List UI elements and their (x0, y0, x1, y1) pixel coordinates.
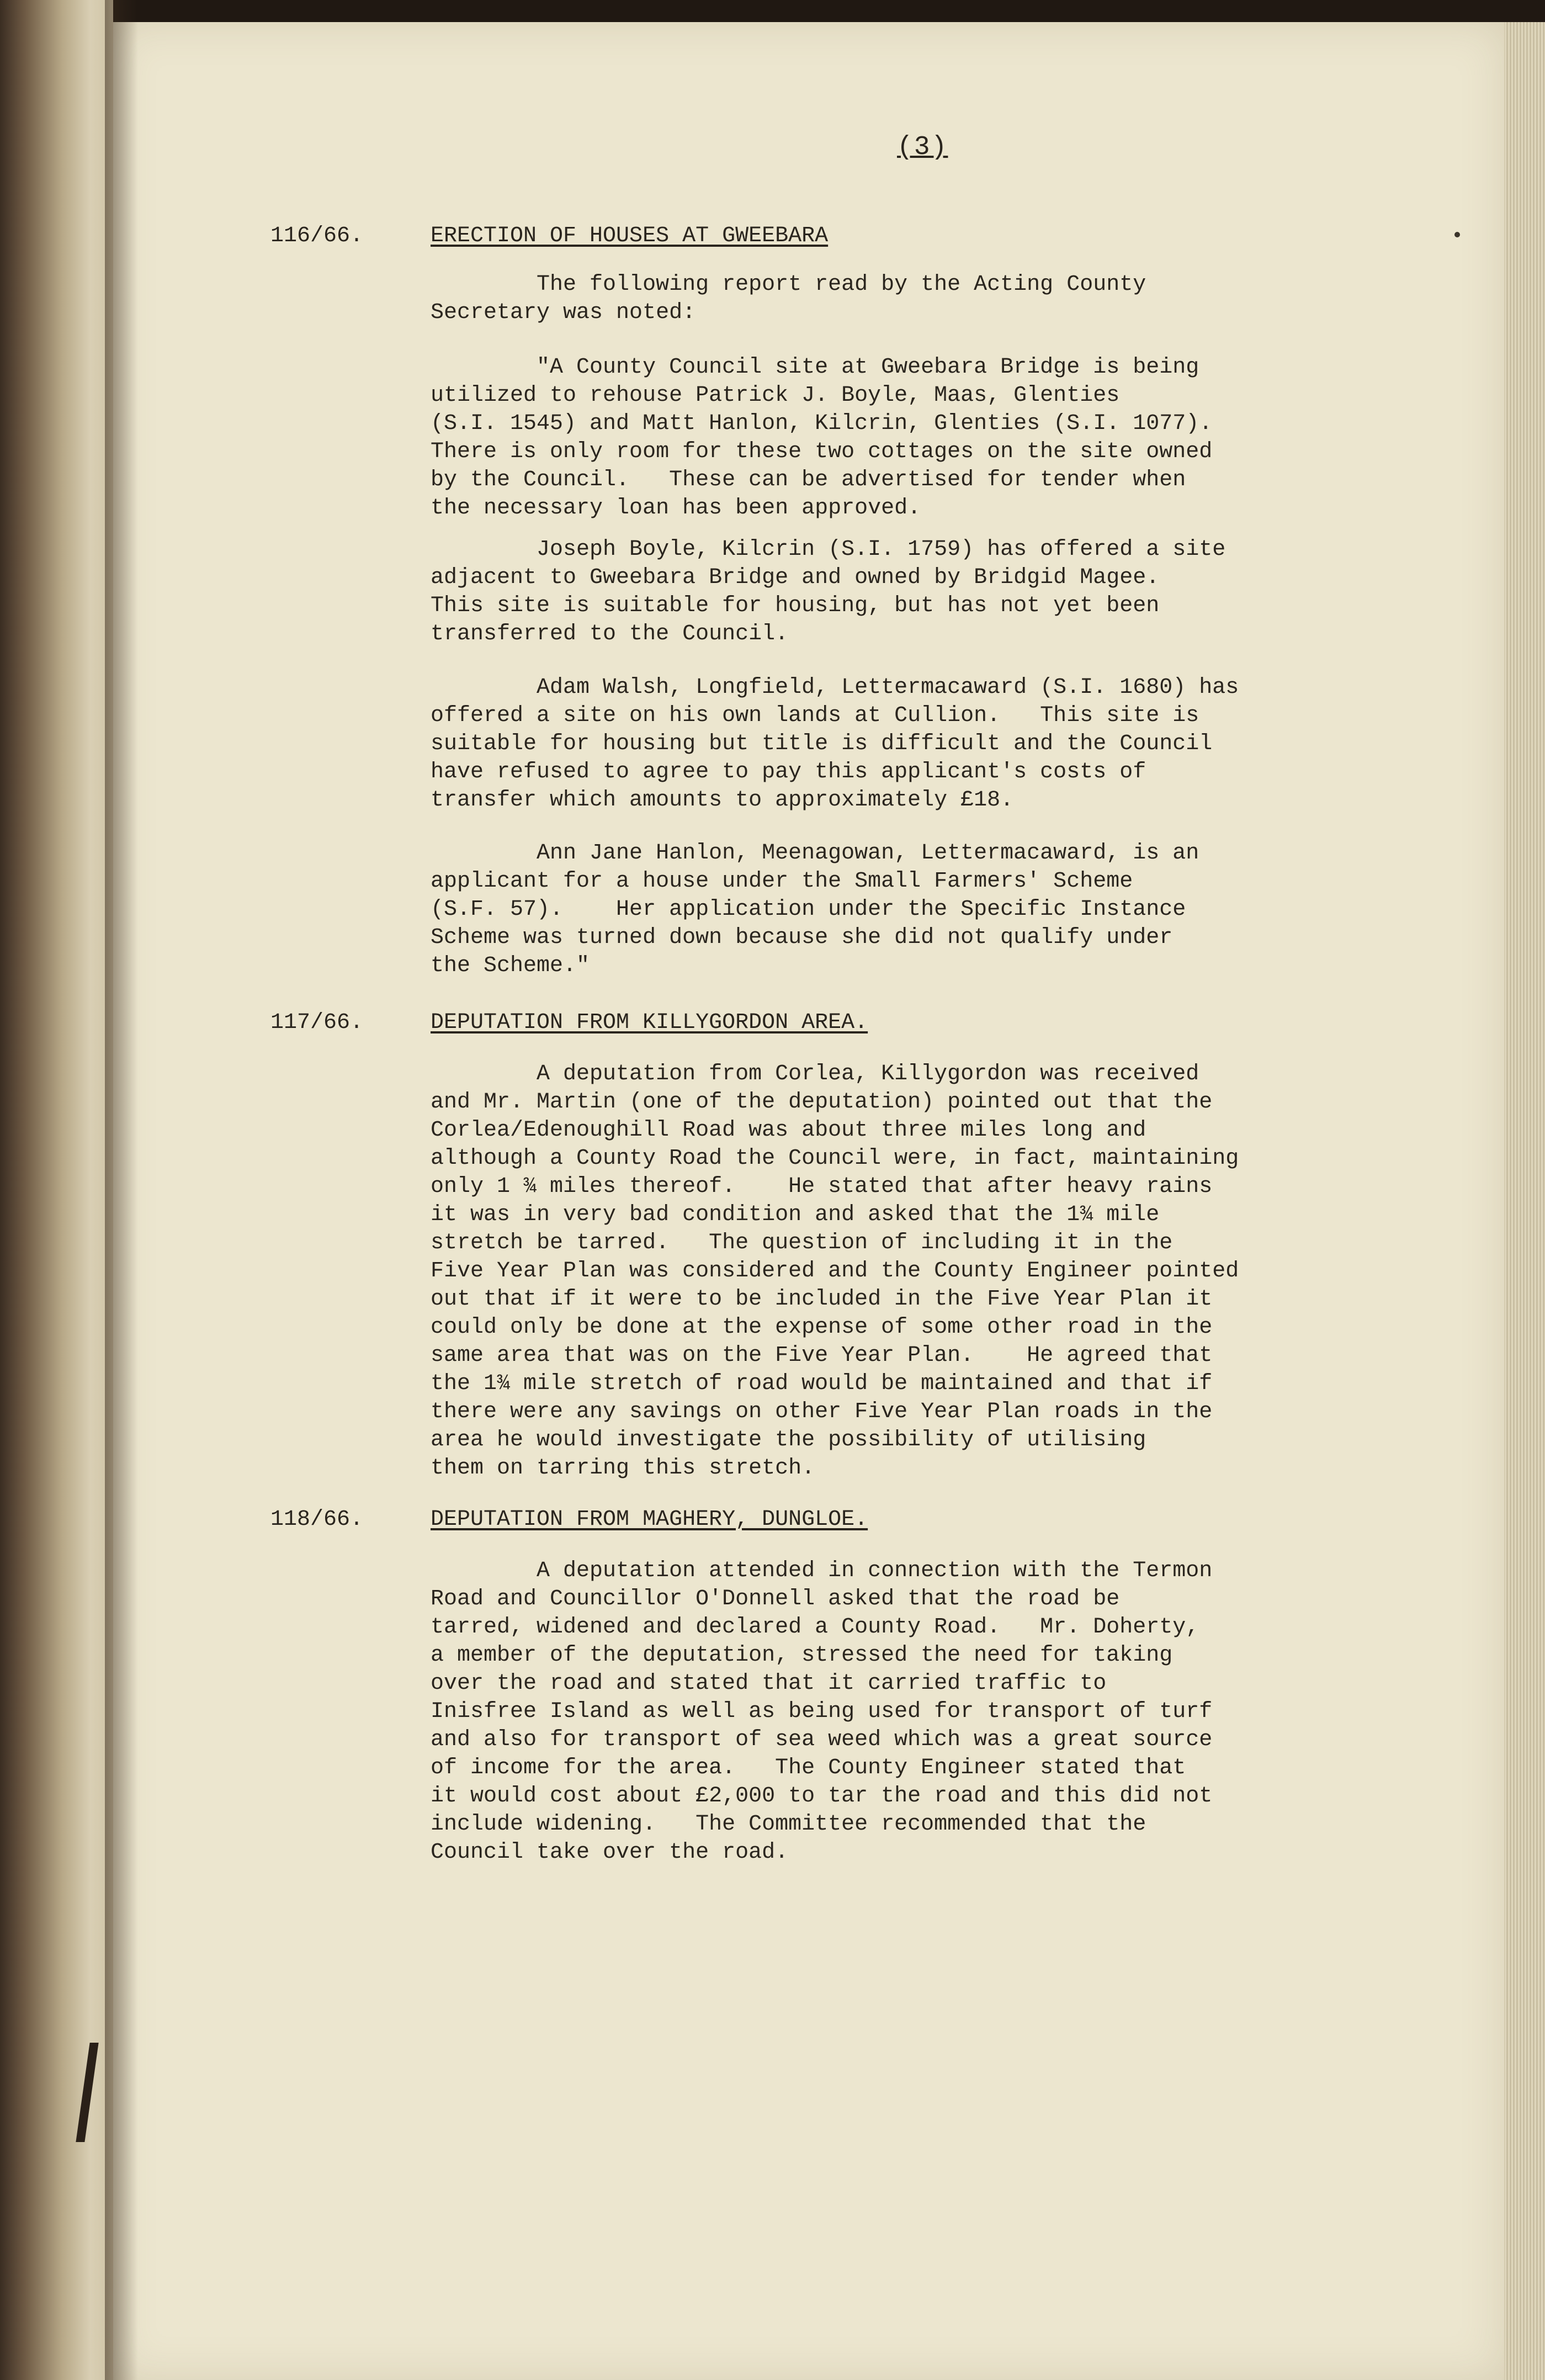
paragraph: A deputation from Corlea, Killygordon was received and Mr. Martin (one of the deputation) pointed out that the Corlea/Edenoughill Road was about three miles long and although a County Road the Council were, in fact, maintaining only 1 ¾ miles thereof. He stated that after heavy rains it was in very bad condition and asked that the 1¾ mile stretch be tarred. The question of including it in the Five Year Plan was considered and the County Engineer pointed out that if it were to be included in the Five Year Plan it could only be done at the expense of some other road in the same area that was on the Five Year Plan. He agreed that the 1¾ mile stretch of road would be maintained and that if there were any savings on other Five Year Plan roads in the area he would investigate the possibility of utilising them on tarring this stretch. (431, 1062, 1239, 1481)
item-heading: DEPUTATION FROM KILLYGORDON AREA. (431, 1010, 868, 1035)
paragraph: "A County Council site at Gweebara Bridge is being utilized to rehouse Patrick J. Boyle, Maas, Glenties (S.I. 1545) and Matt Hanlon, Kilcrin, Glenties (S.I. 1077). There is only room for these two cottages on the site owned by the Council. These can be advertised for tender when the necessary loan has been approved. (431, 355, 1213, 521)
page-edges (1504, 22, 1545, 2380)
paragraph: Adam Walsh, Longfield, Lettermacaward (S.I. 1680) has offered a site on his own lands at Cullion. This site is suitable for housing but title is difficult and the Council have refused to agree to pay this applicant's costs of transfer which amounts to approximately £18. (431, 675, 1239, 813)
page-number: (3) (897, 132, 948, 162)
item-number: 118/66. (270, 1507, 364, 1532)
scan-top-edge (0, 0, 1545, 22)
paragraph: The following report read by the Acting County Secretary was noted: (431, 272, 1146, 325)
book-binding (0, 0, 113, 2380)
minutes-document (113, 22, 1504, 2380)
item-number: 117/66. (270, 1010, 364, 1035)
item-heading: DEPUTATION FROM MAGHERY, DUNGLOE. (431, 1507, 868, 1532)
item-number: 116/66. (270, 224, 364, 248)
item-heading: ERECTION OF HOUSES AT GWEEBARA (431, 224, 829, 248)
paragraph: Ann Jane Hanlon, Meenagowan, Lettermacaward, is an applicant for a house under the Small Farmers' Scheme (S.F. 57). Her application under the Specific Instance Scheme was turned down because she did not qualify under the Scheme." (431, 841, 1199, 978)
stray-mark (1454, 232, 1460, 237)
paragraph: A deputation attended in connection with the Termon Road and Councillor O'Donnell asked that the road be tarred, widened and declared a County Road. Mr. Doherty, a member of the deputation, stressed the need for taking over the road and stated that it carried traffic to Inisfree Island as well as being used for transport of turf and also for transport of sea weed which was a great source of income for the area. The County Engineer stated that it would cost about £2,000 to tar the road and this did not include widening. The Committee recommended that the Council take over the road. (431, 1559, 1213, 1865)
paragraph: Joseph Boyle, Kilcrin (S.I. 1759) has offered a site adjacent to Gweebara Bridge and owned by Bridgid Magee. This site is suitable for housing, but has not yet been transferred to the Council. (431, 537, 1226, 646)
